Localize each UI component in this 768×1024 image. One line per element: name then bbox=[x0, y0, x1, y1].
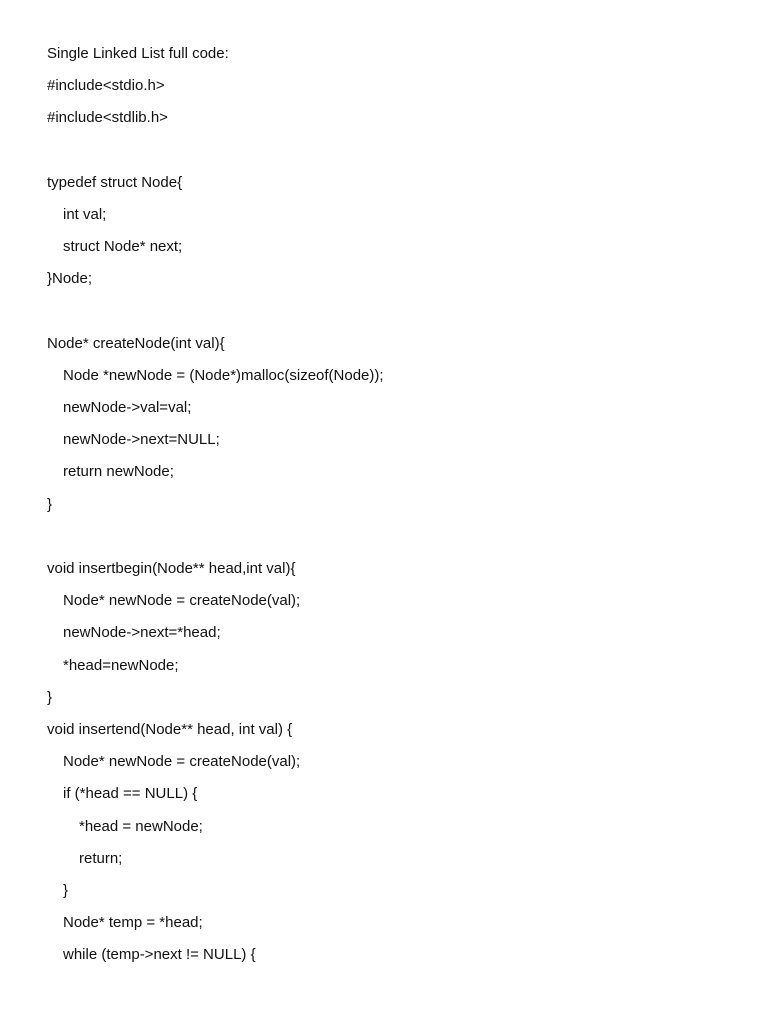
blank-line bbox=[47, 525, 747, 557]
code-listing bbox=[47, 74, 747, 975]
code-line: newNode->next=*head; bbox=[63, 624, 221, 642]
code-line: Node* newNode = createNode(val); bbox=[63, 592, 301, 610]
code-line: return; bbox=[79, 849, 123, 867]
code-line: } bbox=[63, 881, 69, 899]
code-line: Node* createNode(int val){ bbox=[47, 334, 225, 352]
code-line: newNode->next=NULL; bbox=[63, 431, 220, 449]
code-line: return newNode; bbox=[63, 463, 174, 481]
code-line: #include<stdio.h> bbox=[47, 77, 165, 95]
code-line: } bbox=[47, 688, 53, 706]
document-heading: Single Linked List full code: bbox=[47, 45, 229, 62]
code-line: *head=newNode; bbox=[63, 656, 179, 674]
code-line: int val; bbox=[63, 205, 107, 223]
blank-line bbox=[47, 139, 747, 171]
blank-line bbox=[47, 300, 747, 332]
code-line: while (temp->next != NULL) { bbox=[63, 946, 256, 964]
code-line: void insertend(Node** head, int val) { bbox=[47, 720, 293, 738]
document-body bbox=[47, 42, 747, 975]
code-line: if (*head == NULL) { bbox=[63, 785, 198, 803]
code-line: } bbox=[47, 495, 53, 513]
code-line: }Node; bbox=[47, 270, 93, 288]
code-line: Node* temp = *head; bbox=[63, 914, 203, 932]
code-line: newNode->val=val; bbox=[63, 399, 192, 417]
code-line: void insertbegin(Node** head,int val){ bbox=[47, 560, 296, 577]
code-line: *head = newNode; bbox=[79, 817, 203, 835]
code-line: Node* newNode = createNode(val); bbox=[63, 753, 301, 771]
code-line: typedef struct Node{ bbox=[47, 173, 183, 191]
code-line: #include<stdlib.h> bbox=[47, 109, 168, 127]
code-line: Node *newNode = (Node*)malloc(sizeof(Node)); bbox=[63, 366, 384, 384]
code-line: struct Node* next; bbox=[63, 238, 183, 256]
